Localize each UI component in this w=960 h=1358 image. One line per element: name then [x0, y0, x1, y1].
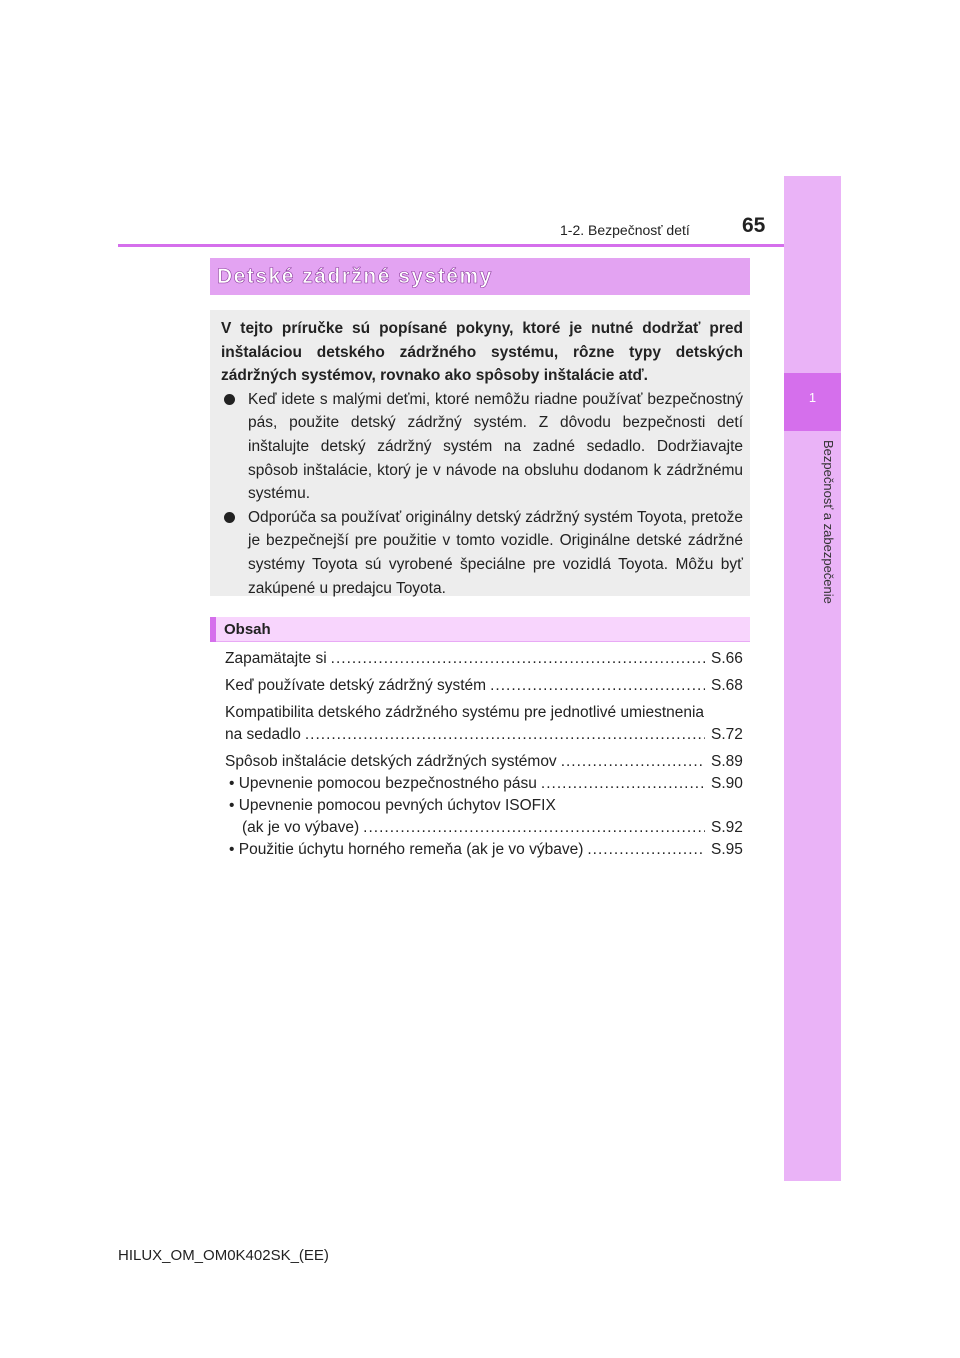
toc-page-ref[interactable]: S.72 [711, 726, 743, 743]
toc-page-ref[interactable]: S.89 [711, 753, 743, 770]
title-bar [210, 258, 750, 295]
chapter-side-tab [784, 176, 841, 1181]
header-divider [118, 244, 784, 247]
section-name: 1-2. Bezpečnosť detí [560, 222, 690, 238]
intro-box [210, 310, 750, 596]
bullet-dot-icon [224, 394, 235, 405]
table-of-contents [225, 648, 747, 861]
intro-bullet [221, 388, 743, 506]
bullet-text: Keď idete s malými deťmi, ktoré nemôžu riadne používať bezpečnostný pás, použite detský zádržný systém. Z dôvodu bezpečnosti detí inštalujte detský zádržný systém na zadné sedadlo. Dodržiavajte spôsob inštalácie, ktorý je v návode na obsluhu dodanom k zádržnému systému. [248, 390, 743, 503]
toc-item[interactable]: Zapamätajte si ..... S.66 [225, 648, 747, 670]
bullet-text: Odporúča sa používať originálny detský zádržný systém Toyota, pretože je bezpečnejší pre použitie v tomto vozidle. Originálne detské zádržné systémy Toyota sú vyrobené špeciálne pre vozidlá Toyota. Môžu byť zakúpené u predajcu Toyota. [248, 508, 743, 597]
toc-item-continuation[interactable]: na sedadlo ..... S.72 [225, 724, 747, 746]
toc-subitem[interactable]: • Upevnenie pomocou pevných úchytov ISOFIX [229, 797, 556, 814]
intro-paragraph: V tejto príručke sú popísané pokyny, ktoré je nutné dodržať pred inštaláciou detského zádržného systému, rôzne typy detských zádržných systémov, rovnako ako spôsoby inštalácie atď. [221, 320, 743, 385]
toc-page-ref[interactable]: S.66 [711, 650, 743, 667]
bullet-dot-icon [224, 512, 235, 523]
contents-label: Obsah [224, 621, 271, 638]
toc-subitem[interactable]: • Upevnenie pomocou bezpečnostného pásu ..... S.90 [225, 773, 747, 795]
toc-item[interactable]: Kompatibilita detského zádržného systému pre jednotlivé umiestnenia [225, 704, 705, 721]
toc-page-ref[interactable]: S.68 [711, 677, 743, 694]
chapter-label: Bezpečnosť a zabezpečenie [821, 440, 836, 604]
toc-item[interactable]: Spôsob inštalácie detských zádržných systémov ..... S.89 [225, 751, 747, 773]
page-title: Detské zádržné systémy [217, 264, 493, 288]
document-code: HILUX_OM_OM0K402SK_(EE) [118, 1247, 329, 1264]
page-number: 65 [742, 214, 766, 237]
toc-item[interactable]: Keď používate detský zádržný systém ..... S.68 [225, 675, 747, 697]
contents-header [210, 617, 750, 642]
toc-page-ref[interactable]: S.92 [711, 819, 743, 836]
toc-subitem-continuation[interactable]: (ak je vo výbave) ..... S.92 [225, 817, 747, 839]
toc-page-ref[interactable]: S.95 [711, 841, 743, 858]
toc-page-ref[interactable]: S.90 [711, 775, 743, 792]
contents-accent [210, 617, 216, 642]
intro-bullet [221, 506, 743, 600]
toc-subitem[interactable]: • Použitie úchytu horného remeňa (ak je vo výbave) ..... S.95 [225, 839, 747, 861]
chapter-number: 1 [808, 390, 817, 405]
